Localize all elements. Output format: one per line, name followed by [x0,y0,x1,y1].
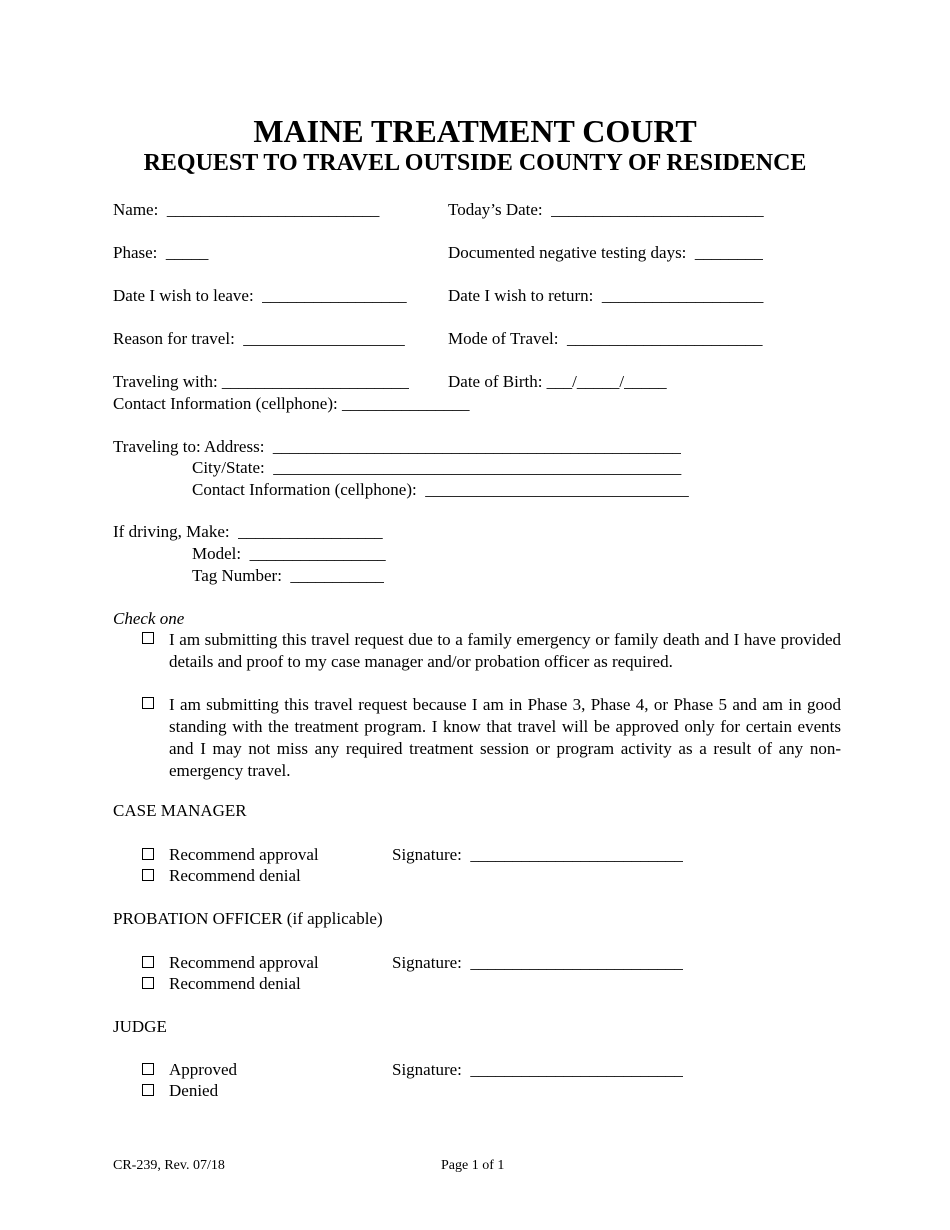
date-leave-field[interactable]: Date I wish to leave: _________________ [113,286,407,305]
negative-testing-days-field[interactable]: Documented negative testing days: ________ [448,243,763,262]
judge-signature-field[interactable]: Signature: _________________________ [392,1060,683,1079]
destination-city-state-field[interactable]: City/State: ________________________________________________ [192,458,682,477]
phase-good-standing-text: I am submitting this travel request because I am in Phase 3, Phase 4, or Phase 5 and am in good standing with the treatment program. I know that travel will be approved only for certain events and I may not miss any required treatment session or program activity as a result of any non-emergency travel. [169,695,841,780]
family-emergency-checkbox[interactable] [142,632,154,644]
probation-deny-label: Recommend denial [169,974,301,993]
phase-good-standing-checkbox[interactable] [142,697,154,709]
case-manager-signature-field[interactable]: Signature: _________________________ [392,845,683,864]
contact-info-field[interactable]: Contact Information (cellphone): _______________ [113,394,470,413]
form-number: CR-239, Rev. 07/18 [113,1158,225,1173]
date-of-birth-field[interactable]: Date of Birth: ___/_____/_____ [448,372,667,391]
mode-of-travel-field[interactable]: Mode of Travel: _______________________ [448,329,763,348]
vehicle-tag-field[interactable]: Tag Number: ___________ [192,566,384,585]
judge-denied-label: Denied [169,1081,219,1100]
judge-approved-label: Approved [169,1060,237,1079]
probation-approve-checkbox[interactable] [142,956,154,968]
family-emergency-text: I am submitting this travel request due to a family emergency or family death and I have provided details and proof to my case manager and/or probation officer as required. [169,630,841,671]
vehicle-make-field[interactable]: If driving, Make: _________________ [113,522,383,541]
destination-address-field[interactable]: Traveling to: Address: ________________________________________________ [113,437,681,456]
page-number: Page 1 of 1 [441,1158,505,1173]
case-manager-approve-label: Recommend approval [169,845,319,864]
probation-signature-field[interactable]: Signature: _________________________ [392,953,683,972]
probation-officer-heading: PROBATION OFFICER (if applicable) [113,909,383,928]
date-return-field[interactable]: Date I wish to return: ___________________ [448,286,764,305]
judge-denied-checkbox[interactable] [142,1084,154,1096]
judge-approved-checkbox[interactable] [142,1063,154,1075]
probation-deny-checkbox[interactable] [142,977,154,989]
case-manager-heading: CASE MANAGER [113,801,247,820]
probation-approve-label: Recommend approval [169,953,319,972]
phase-field[interactable]: Phase: _____ [113,243,209,262]
todays-date-field[interactable]: Today’s Date: _________________________ [448,200,764,219]
destination-contact-field[interactable]: Contact Information (cellphone): _______________________________ [192,480,689,499]
vehicle-model-field[interactable]: Model: ________________ [192,544,386,563]
form-title: MAINE TREATMENT COURT [253,113,697,149]
case-manager-deny-checkbox[interactable] [142,869,154,881]
case-manager-approve-checkbox[interactable] [142,848,154,860]
check-one-label: Check one [113,609,185,628]
reason-field[interactable]: Reason for travel: ___________________ [113,329,405,348]
name-field[interactable]: Name: _________________________ [113,200,380,219]
case-manager-deny-label: Recommend denial [169,866,301,885]
judge-heading: JUDGE [113,1017,167,1036]
form-subtitle: REQUEST TO TRAVEL OUTSIDE COUNTY OF RESIDENCE [143,150,807,176]
traveling-with-field[interactable]: Traveling with: ______________________ [113,372,409,391]
